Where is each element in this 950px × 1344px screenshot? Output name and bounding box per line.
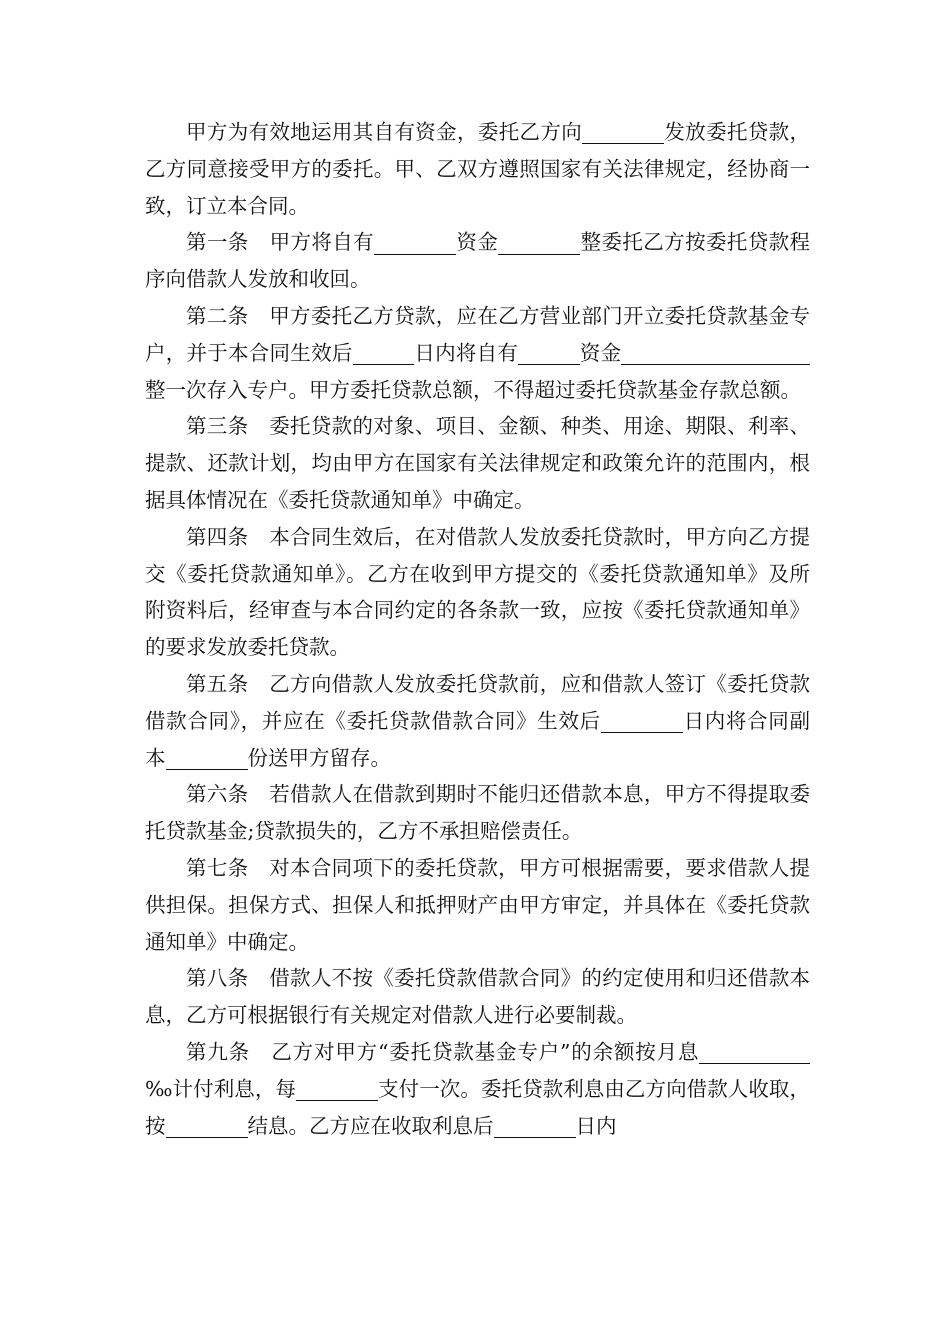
text: 第三条 委托贷款的对象、项目、金额、种类、用途、期限、利率、提款、还款计划，均由甲方在国家有关法律规定和政策允许的范围内，根据具体情况在《委托贷款通知单》中确定。: [145, 414, 810, 512]
text: 第七条 对本合同项下的委托贷款，甲方可根据需要，要求借款人提供担保。担保方式、担保人和抵押财产由甲方审定，并具体在《委托贷款通知单》中确定。: [145, 855, 810, 954]
blank-field: [498, 232, 580, 255]
text: 日内: [575, 1113, 617, 1138]
blank-field: [374, 232, 456, 255]
text: 日内将合同副本: [145, 708, 810, 770]
article-9: [145, 1034, 810, 1144]
text: 整委托乙方按委托贷款程序向借款人发放和收回。: [145, 230, 811, 292]
text: 发放委托贷款，乙方同意接受甲方的委托。甲、乙双方遵照国家有关法律规定，经协商一致，订立本合同。: [145, 120, 811, 218]
blank-field: [166, 1115, 248, 1138]
article-2: [145, 298, 810, 408]
blank-field: [518, 342, 580, 365]
blank-field: [582, 122, 664, 145]
text: 第五条 乙方向借款人发放委托贷款前，应和借款人签订《委托贷款借款合同》，并应在《委托贷款借款合同》生效后: [145, 671, 810, 733]
article-1: [145, 224, 810, 298]
text: 第二条 甲方委托乙方贷款，应在乙方营业部门开立委托贷款基金专户，并于本合同生效后: [145, 303, 810, 365]
blank-field: [683, 342, 810, 365]
text: 第八条 借款人不按《委托贷款借款合同》的约定使用和归还借款本息，乙方可根据银行有关规定对借款人进行必要制裁。: [145, 966, 810, 1028]
article-8: [145, 960, 810, 1034]
text: 第六条 若借款人在借款到期时不能归还借款本息，甲方不得提取委托贷款基金;贷款损失的，乙方不承担赔偿责任。: [145, 782, 810, 844]
text: 日内将自有: [414, 340, 519, 365]
blank-field: [296, 1078, 378, 1101]
blank-field: [699, 1042, 761, 1065]
blank-field: [601, 710, 683, 733]
text: 资金: [579, 340, 622, 365]
blank-field: [621, 342, 683, 365]
text: ‰计付利息，每: [145, 1076, 297, 1101]
text: 份送甲方留存。: [247, 745, 391, 770]
text: 第四条 本合同生效后，在对借款人发放委托贷款时，甲方向乙方提交《委托贷款通知单》。乙方在收到甲方提交的《委托贷款通知单》及所附资料后，经审查与本合同约定的各条款一致，应按《委托贷款通知单》的要求发放委托贷款。: [145, 524, 810, 660]
blank-field: [494, 1115, 576, 1138]
blank-field: [761, 1042, 810, 1065]
text: 甲方为有效地运用其自有资金，委托乙方向: [186, 120, 583, 144]
intro-paragraph: [145, 114, 810, 224]
contract-body: [145, 114, 810, 1144]
article-7: [145, 850, 810, 960]
blank-field: [166, 747, 248, 770]
article-4: [145, 519, 810, 666]
text: 支付一次。委托贷款利息由乙方向借款人收取，按: [145, 1076, 811, 1138]
text: 整一次存入专户。甲方委托贷款总额，不得超过委托贷款基金存款总额。: [145, 377, 801, 402]
text: 第一条 甲方将自有: [186, 230, 375, 255]
text: 结息。乙方应在收取利息后: [247, 1113, 494, 1138]
text: 第九条 乙方对甲方“委托贷款基金专户”的余额按月息: [186, 1039, 700, 1064]
article-6: [145, 776, 810, 850]
text: 资金: [456, 230, 499, 255]
blank-field: [353, 342, 415, 365]
article-3: [145, 408, 810, 518]
article-5: [145, 666, 810, 776]
